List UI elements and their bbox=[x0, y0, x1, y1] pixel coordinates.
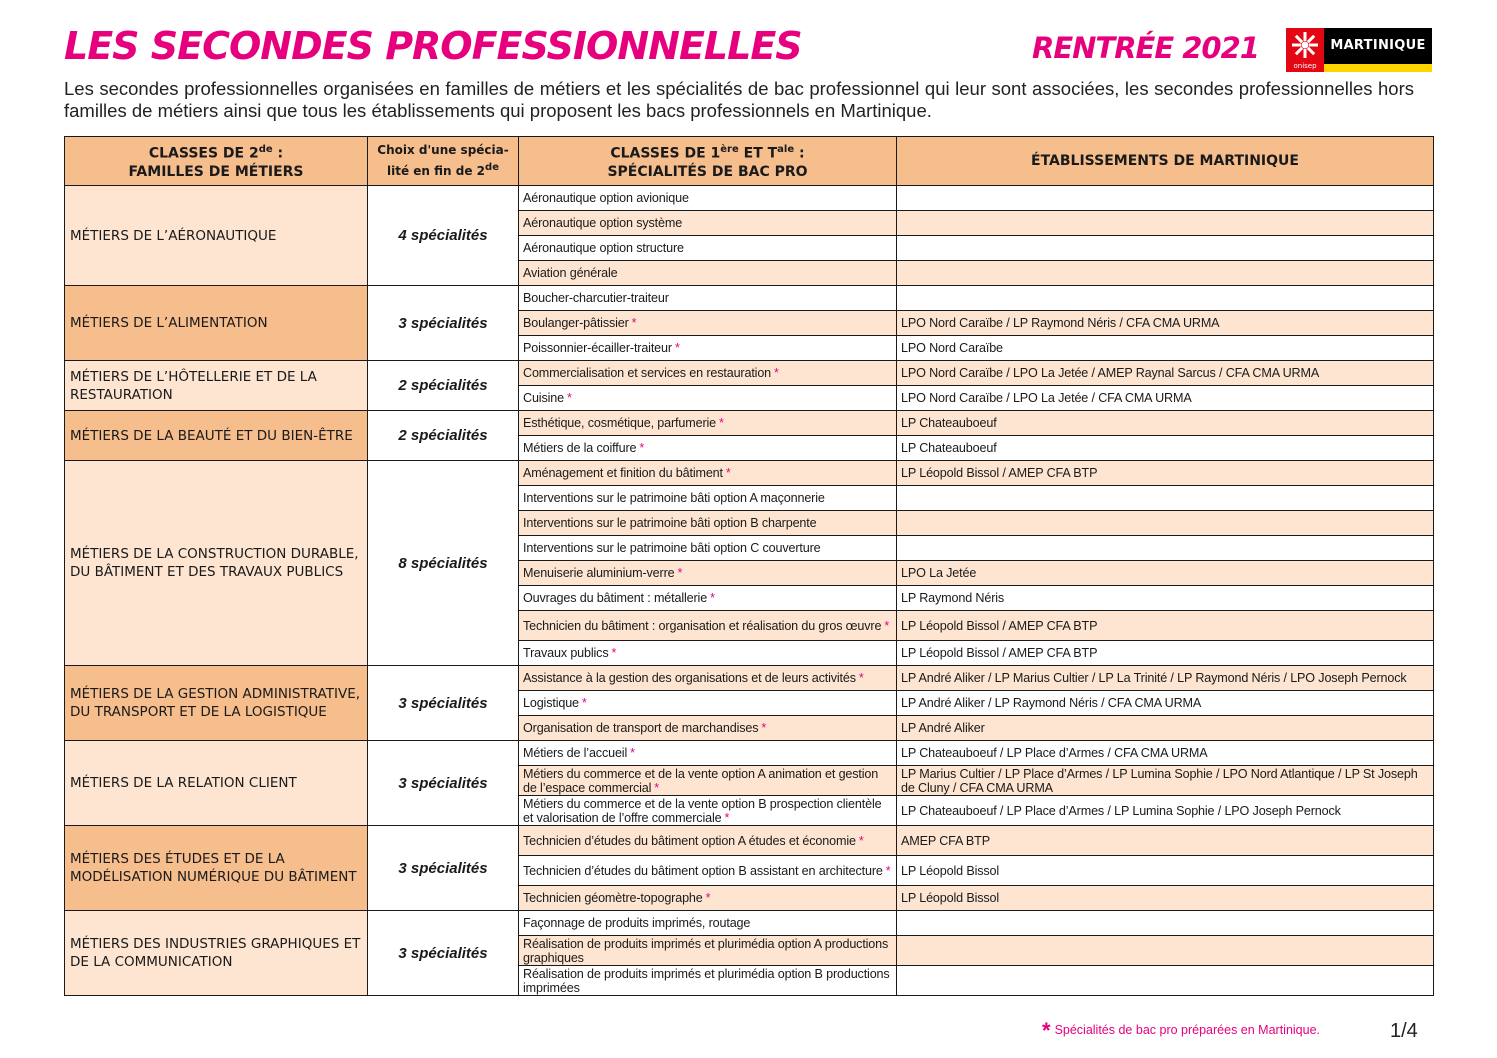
page-number: 1/4 bbox=[1390, 1020, 1418, 1042]
prepared-asterisk: * bbox=[761, 721, 767, 735]
prepared-asterisk: * bbox=[566, 391, 572, 405]
footnote-asterisk: * bbox=[1042, 1018, 1051, 1043]
specialty-label: Aéronautique option structure bbox=[523, 241, 684, 255]
specialty-label: Technicien géomètre-topographe bbox=[523, 891, 703, 905]
specialty-cell bbox=[519, 511, 897, 536]
specialty-label: Technicien d’études du bâtiment option A études et économie bbox=[523, 833, 856, 848]
prepared-asterisk: * bbox=[677, 566, 683, 580]
establishments-cell: LP André Aliker bbox=[897, 716, 1434, 741]
specialty-cell bbox=[519, 486, 897, 511]
specialty-cell bbox=[519, 336, 897, 361]
specialty-cell bbox=[519, 716, 897, 741]
specialty-label: Aviation générale bbox=[523, 266, 618, 280]
specialty-label: Aménagement et finition du bâtiment bbox=[523, 466, 723, 480]
establishments-cell bbox=[897, 911, 1434, 936]
specialty-label: Interventions sur le patrimoine bâti option B charpente bbox=[523, 516, 817, 530]
specialty-cell bbox=[519, 186, 897, 211]
specialty-label: Métiers du commerce et de la vente option A animation et gestion de l’espace commercial bbox=[523, 766, 879, 795]
establishments-cell: LPO Nord Caraïbe / LP Raymond Néris / CFA CMA URMA bbox=[897, 311, 1434, 336]
family-cell: MÉTIERS DES ÉTUDES ET DE LA MODÉLISATION NUMÉRIQUE DU BÂTIMENT bbox=[65, 826, 368, 911]
establishments-cell: LPO Nord Caraïbe / LPO La Jetée / AMEP Raynal Sarcus / CFA CMA URMA bbox=[897, 361, 1434, 386]
establishments-cell bbox=[897, 261, 1434, 286]
establishments-cell: LP Léopold Bissol bbox=[897, 886, 1434, 911]
onisep-logo bbox=[1286, 28, 1432, 72]
specialty-count: 2 spécialités bbox=[368, 361, 519, 411]
page-title: LES SECONDES PROFESSIONNELLES bbox=[64, 24, 802, 68]
specialty-cell bbox=[519, 966, 897, 996]
specialties-table bbox=[64, 136, 1434, 996]
prepared-asterisk: * bbox=[719, 416, 724, 430]
specialty-count: 3 spécialités bbox=[368, 741, 519, 826]
specialty-cell bbox=[519, 911, 897, 936]
specialty-label: Boucher-charcutier-traiteur bbox=[523, 291, 669, 305]
logo-brand: onisep bbox=[1293, 62, 1317, 70]
establishments-cell bbox=[897, 236, 1434, 261]
specialty-cell bbox=[519, 856, 897, 886]
footnote-text: Spécialités de bac pro préparées en Martinique. bbox=[1054, 1023, 1320, 1037]
specialty-label: Métiers du commerce et de la vente option B prospection clientèle et valorisation de l’offre commerciale bbox=[523, 796, 882, 825]
sun-icon bbox=[1289, 29, 1321, 61]
specialty-count: 4 spécialités bbox=[368, 186, 519, 286]
prepared-asterisk: * bbox=[774, 366, 779, 380]
table-row bbox=[65, 826, 1434, 856]
specialty-cell bbox=[519, 436, 897, 461]
establishments-cell: LP Chateauboeuf bbox=[897, 411, 1434, 436]
table-row bbox=[65, 361, 1434, 386]
establishments-cell: LP Léopold Bissol / AMEP CFA BTP bbox=[897, 611, 1434, 641]
header-choice: Choix d'une spécia- lité en fin de 2de bbox=[368, 137, 519, 186]
establishments-cell: LP Chateauboeuf bbox=[897, 436, 1434, 461]
specialty-cell bbox=[519, 936, 897, 966]
specialty-label: Métiers de la coiffure bbox=[523, 441, 637, 455]
specialty-label: Métiers de l’accueil bbox=[523, 746, 628, 760]
specialty-label: Interventions sur le patrimoine bâti option A maçonnerie bbox=[523, 491, 825, 505]
family-cell: MÉTIERS DE LA GESTION ADMINISTRATIVE, DU TRANSPORT ET DE LA LOGISTIQUE bbox=[65, 666, 368, 741]
family-cell: MÉTIERS DE LA CONSTRUCTION DURABLE, DU BÂTIMENT ET DES TRAVAUX PUBLICS bbox=[65, 461, 368, 666]
prepared-asterisk: * bbox=[611, 646, 617, 660]
specialty-cell bbox=[519, 741, 897, 766]
prepared-asterisk: * bbox=[885, 863, 891, 878]
specialty-cell bbox=[519, 561, 897, 586]
prepared-asterisk: * bbox=[705, 891, 711, 905]
specialty-cell bbox=[519, 361, 897, 386]
specialty-label: Réalisation de produits imprimés et plurimédia option B productions imprimées bbox=[523, 966, 890, 995]
header-specialties: CLASSES DE 1ère ET $T^{ale}$ : SPÉCIALITÉS DE BAC PRO bbox=[519, 137, 897, 186]
specialty-cell bbox=[519, 611, 897, 641]
establishments-cell bbox=[897, 286, 1434, 311]
establishments-cell: LP Marius Cultier / LP Place d’Armes / LP Lumina Sophie / LPO Nord Atlantique / LP St Joseph de Cluny / CFA CMA URMA bbox=[897, 766, 1434, 796]
specialty-cell bbox=[519, 236, 897, 261]
specialty-label: Façonnage de produits imprimés, routage bbox=[523, 916, 751, 930]
specialty-label: Aéronautique option système bbox=[523, 216, 683, 230]
family-cell: MÉTIERS DE L’AÉRONAUTIQUE bbox=[65, 186, 368, 286]
specialty-cell bbox=[519, 286, 897, 311]
establishments-cell bbox=[897, 966, 1434, 996]
specialty-count: 3 spécialités bbox=[368, 666, 519, 741]
table-header-row bbox=[65, 137, 1434, 186]
prepared-asterisk: * bbox=[858, 833, 864, 848]
intro-text: Les secondes professionnelles organisées en familles de métiers et les spécialités de bac professionnel qui leur sont associées, les secondes professionnelles hors familles de métiers ainsi que tous les établissements qui proposent les bacs professionnels en Martinique. bbox=[64, 78, 1414, 121]
specialty-count: 3 spécialités bbox=[368, 826, 519, 911]
family-cell: MÉTIERS DE L’HÔTELLERIE ET DE LA RESTAURATION bbox=[65, 361, 368, 411]
prepared-asterisk: * bbox=[581, 696, 587, 710]
establishments-cell: LP André Aliker / LP Raymond Néris / CFA CMA URMA bbox=[897, 691, 1434, 716]
specialty-label: Logistique bbox=[523, 696, 579, 710]
prepared-asterisk: * bbox=[710, 591, 715, 605]
prepared-asterisk: * bbox=[631, 316, 637, 330]
establishments-cell: LP Chateauboeuf / LP Place d’Armes / CFA CMA URMA bbox=[897, 741, 1434, 766]
specialty-cell bbox=[519, 691, 897, 716]
table-body bbox=[65, 186, 1434, 996]
establishments-cell: LP Chateauboeuf / LP Place d’Armes / LP Lumina Sophie / LPO Joseph Pernock bbox=[897, 796, 1434, 826]
specialty-label: Menuiserie aluminium-verre bbox=[523, 566, 675, 580]
specialty-cell bbox=[519, 411, 897, 436]
specialty-cell bbox=[519, 211, 897, 236]
specialty-count: 3 spécialités bbox=[368, 911, 519, 996]
establishments-cell bbox=[897, 211, 1434, 236]
specialty-cell bbox=[519, 536, 897, 561]
specialty-cell bbox=[519, 586, 897, 611]
specialty-label: Interventions sur le patrimoine bâti option C couverture bbox=[523, 541, 821, 555]
table-row bbox=[65, 411, 1434, 436]
specialty-cell bbox=[519, 461, 897, 486]
prepared-asterisk: * bbox=[630, 746, 635, 760]
table-row bbox=[65, 461, 1434, 486]
family-cell: MÉTIERS DE LA RELATION CLIENT bbox=[65, 741, 368, 826]
specialty-label: Boulanger-pâtissier bbox=[523, 316, 629, 330]
specialty-label: Assistance à la gestion des organisations et de leurs activités bbox=[523, 671, 856, 685]
specialty-cell bbox=[519, 666, 897, 691]
prepared-asterisk: * bbox=[725, 466, 731, 480]
establishments-cell bbox=[897, 936, 1434, 966]
specialty-cell bbox=[519, 766, 897, 796]
family-cell: MÉTIERS DE LA BEAUTÉ ET DU BIEN-ÊTRE bbox=[65, 411, 368, 461]
establishments-cell bbox=[897, 536, 1434, 561]
establishments-cell: LPO Nord Caraïbe bbox=[897, 336, 1434, 361]
header-families: CLASSES DE 2de : FAMILLES DE MÉTIERS bbox=[65, 137, 368, 186]
footnote bbox=[1042, 1018, 1320, 1044]
specialty-count: 2 spécialités bbox=[368, 411, 519, 461]
establishments-cell: LP Léopold Bissol bbox=[897, 856, 1434, 886]
establishments-cell: LP André Aliker / LP Marius Cultier / LP La Trinité / LP Raymond Néris / LPO Joseph Pernock bbox=[897, 666, 1434, 691]
table-row bbox=[65, 911, 1434, 936]
specialty-label: Ouvrages du bâtiment : métallerie bbox=[523, 591, 708, 605]
logo-yellow-bar bbox=[1324, 64, 1432, 72]
logo-region: MARTINIQUE bbox=[1324, 28, 1432, 64]
specialty-count: 3 spécialités bbox=[368, 286, 519, 361]
specialty-label: Travaux publics bbox=[523, 646, 609, 660]
specialty-cell bbox=[519, 311, 897, 336]
specialty-label: Réalisation de produits imprimés et plurimédia option A productions graphiques bbox=[523, 936, 889, 965]
table-row bbox=[65, 666, 1434, 691]
table-row bbox=[65, 741, 1434, 766]
table-row bbox=[65, 186, 1434, 211]
specialty-label: Technicien du bâtiment : organisation et réalisation du gros œuvre bbox=[523, 618, 882, 633]
prepared-asterisk: * bbox=[654, 780, 660, 795]
establishments-cell: LP Léopold Bissol / AMEP CFA BTP bbox=[897, 641, 1434, 666]
establishments-cell: LP Raymond Néris bbox=[897, 586, 1434, 611]
specialty-cell bbox=[519, 826, 897, 856]
family-cell: MÉTIERS DES INDUSTRIES GRAPHIQUES ET DE LA COMMUNICATION bbox=[65, 911, 368, 996]
prepared-asterisk: * bbox=[674, 341, 680, 355]
specialty-label: Technicien d’études du bâtiment option B assistant en architecture bbox=[523, 863, 883, 878]
establishments-cell bbox=[897, 486, 1434, 511]
establishments-cell: AMEP CFA BTP bbox=[897, 826, 1434, 856]
specialty-label: Aéronautique option avionique bbox=[523, 191, 689, 205]
specialty-cell bbox=[519, 886, 897, 911]
prepared-asterisk: * bbox=[858, 671, 864, 685]
specialty-cell bbox=[519, 386, 897, 411]
school-year: RENTRÉE 2021 bbox=[1032, 31, 1259, 65]
prepared-asterisk: * bbox=[724, 810, 730, 825]
prepared-asterisk: * bbox=[639, 441, 645, 455]
specialty-label: Cuisine bbox=[523, 391, 564, 405]
prepared-asterisk: * bbox=[884, 618, 890, 633]
establishments-cell: LPO La Jetée bbox=[897, 561, 1434, 586]
establishments-cell: LPO Nord Caraïbe / LPO La Jetée / CFA CMA URMA bbox=[897, 386, 1434, 411]
specialty-cell bbox=[519, 641, 897, 666]
specialty-label: Commercialisation et services en restauration bbox=[523, 366, 772, 380]
establishments-cell bbox=[897, 186, 1434, 211]
specialty-count: 8 spécialités bbox=[368, 461, 519, 666]
specialty-label: Esthétique, cosmétique, parfumerie bbox=[523, 416, 717, 430]
specialty-cell bbox=[519, 796, 897, 826]
specialty-cell bbox=[519, 261, 897, 286]
header-establishments: ÉTABLISSEMENTS DE MARTINIQUE bbox=[897, 137, 1434, 186]
establishments-cell bbox=[897, 511, 1434, 536]
table-row bbox=[65, 286, 1434, 311]
specialty-label: Organisation de transport de marchandises bbox=[523, 721, 759, 735]
family-cell: MÉTIERS DE L’ALIMENTATION bbox=[65, 286, 368, 361]
establishments-cell: LP Léopold Bissol / AMEP CFA BTP bbox=[897, 461, 1434, 486]
specialty-label: Poissonnier-écailler-traiteur bbox=[523, 341, 672, 355]
